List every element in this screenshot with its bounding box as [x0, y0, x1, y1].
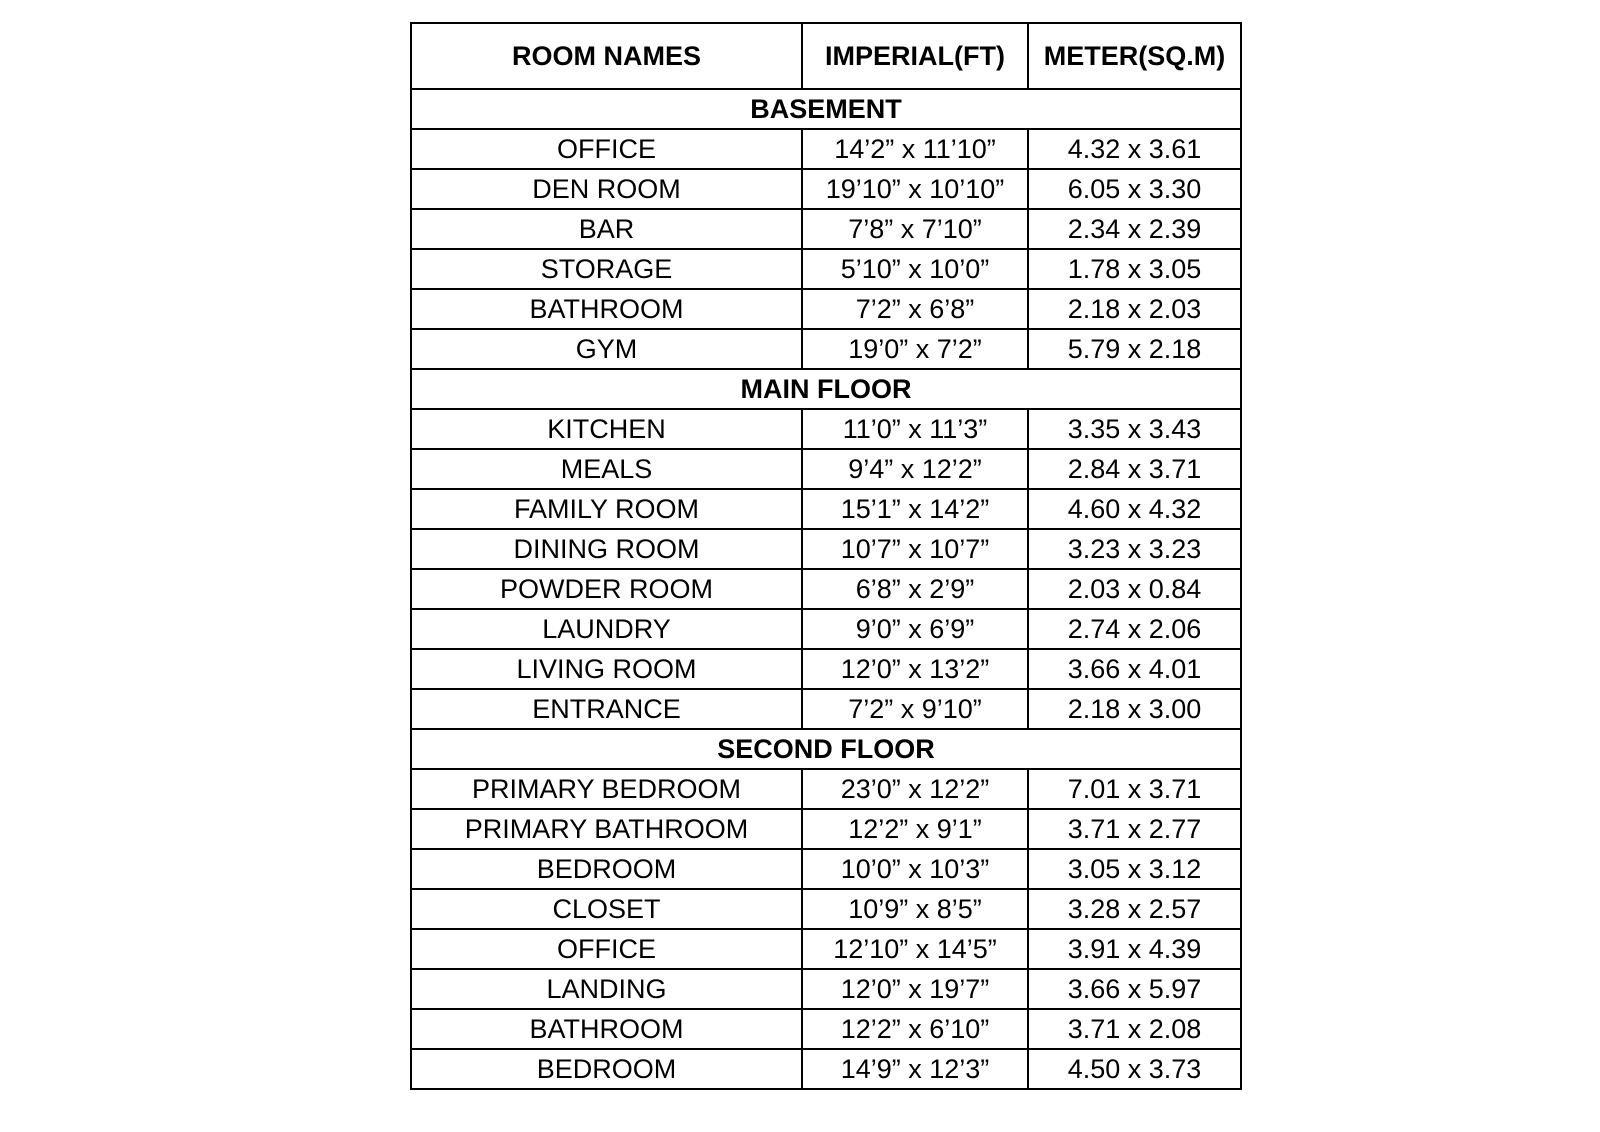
- metric-dimension-cell: 2.74 x 2.06: [1028, 609, 1241, 649]
- metric-dimension-cell: 2.18 x 2.03: [1028, 289, 1241, 329]
- header-meter: METER(SQ.M): [1028, 23, 1241, 89]
- table-row: [411, 889, 1241, 929]
- imperial-dimension-cell: 12’0” x 19’7”: [802, 969, 1028, 1009]
- section-row: [411, 89, 1241, 129]
- metric-dimension-cell: 3.66 x 4.01: [1028, 649, 1241, 689]
- table-row: [411, 1049, 1241, 1089]
- metric-dimension-cell: 5.79 x 2.18: [1028, 329, 1241, 369]
- metric-dimension-cell: 3.71 x 2.08: [1028, 1009, 1241, 1049]
- section-title: MAIN FLOOR: [411, 369, 1241, 409]
- metric-dimension-cell: 6.05 x 3.30: [1028, 169, 1241, 209]
- table-row: [411, 809, 1241, 849]
- imperial-dimension-cell: 14’9” x 12’3”: [802, 1049, 1028, 1089]
- room-name-cell: BAR: [411, 209, 802, 249]
- imperial-dimension-cell: 10’9” x 8’5”: [802, 889, 1028, 929]
- metric-dimension-cell: 3.66 x 5.97: [1028, 969, 1241, 1009]
- room-name-cell: MEALS: [411, 449, 802, 489]
- room-name-cell: DINING ROOM: [411, 529, 802, 569]
- room-name-cell: STORAGE: [411, 249, 802, 289]
- table-row: [411, 649, 1241, 689]
- room-name-cell: GYM: [411, 329, 802, 369]
- metric-dimension-cell: 4.60 x 4.32: [1028, 489, 1241, 529]
- room-name-cell: LIVING ROOM: [411, 649, 802, 689]
- imperial-dimension-cell: 5’10” x 10’0”: [802, 249, 1028, 289]
- imperial-dimension-cell: 7’2” x 6’8”: [802, 289, 1028, 329]
- table-row: [411, 569, 1241, 609]
- table-header: [411, 23, 1241, 89]
- room-name-cell: LAUNDRY: [411, 609, 802, 649]
- section-row: [411, 729, 1241, 769]
- header-imperial: IMPERIAL(FT): [802, 23, 1028, 89]
- imperial-dimension-cell: 19’0” x 7’2”: [802, 329, 1028, 369]
- room-name-cell: OFFICE: [411, 129, 802, 169]
- room-name-cell: DEN ROOM: [411, 169, 802, 209]
- table-row: [411, 249, 1241, 289]
- imperial-dimension-cell: 19’10” x 10’10”: [802, 169, 1028, 209]
- room-name-cell: POWDER ROOM: [411, 569, 802, 609]
- section-row: [411, 369, 1241, 409]
- section-title: BASEMENT: [411, 89, 1241, 129]
- room-name-cell: PRIMARY BATHROOM: [411, 809, 802, 849]
- room-name-cell: ENTRANCE: [411, 689, 802, 729]
- room-name-cell: FAMILY ROOM: [411, 489, 802, 529]
- metric-dimension-cell: 7.01 x 3.71: [1028, 769, 1241, 809]
- section-title: SECOND FLOOR: [411, 729, 1241, 769]
- imperial-dimension-cell: 6’8” x 2’9”: [802, 569, 1028, 609]
- metric-dimension-cell: 1.78 x 3.05: [1028, 249, 1241, 289]
- table-row: [411, 489, 1241, 529]
- imperial-dimension-cell: 12’2” x 9’1”: [802, 809, 1028, 849]
- table-row: [411, 129, 1241, 169]
- metric-dimension-cell: 2.34 x 2.39: [1028, 209, 1241, 249]
- imperial-dimension-cell: 7’2” x 9’10”: [802, 689, 1028, 729]
- imperial-dimension-cell: 23’0” x 12’2”: [802, 769, 1028, 809]
- table-row: [411, 289, 1241, 329]
- table-row: [411, 449, 1241, 489]
- table-row: [411, 969, 1241, 1009]
- table-row: [411, 409, 1241, 449]
- table-body: [411, 89, 1241, 1089]
- imperial-dimension-cell: 14’2” x 11’10”: [802, 129, 1028, 169]
- room-name-cell: CLOSET: [411, 889, 802, 929]
- metric-dimension-cell: 4.50 x 3.73: [1028, 1049, 1241, 1089]
- metric-dimension-cell: 3.28 x 2.57: [1028, 889, 1241, 929]
- imperial-dimension-cell: 7’8” x 7’10”: [802, 209, 1028, 249]
- imperial-dimension-cell: 12’0” x 13’2”: [802, 649, 1028, 689]
- metric-dimension-cell: 3.23 x 3.23: [1028, 529, 1241, 569]
- imperial-dimension-cell: 9’0” x 6’9”: [802, 609, 1028, 649]
- table-row: [411, 169, 1241, 209]
- room-dimensions-table: [410, 22, 1242, 1090]
- table-row: [411, 329, 1241, 369]
- room-name-cell: KITCHEN: [411, 409, 802, 449]
- metric-dimension-cell: 3.35 x 3.43: [1028, 409, 1241, 449]
- imperial-dimension-cell: 15’1” x 14’2”: [802, 489, 1028, 529]
- room-name-cell: LANDING: [411, 969, 802, 1009]
- room-name-cell: BEDROOM: [411, 849, 802, 889]
- room-name-cell: PRIMARY BEDROOM: [411, 769, 802, 809]
- imperial-dimension-cell: 9’4” x 12’2”: [802, 449, 1028, 489]
- imperial-dimension-cell: 12’10” x 14’5”: [802, 929, 1028, 969]
- imperial-dimension-cell: 12’2” x 6’10”: [802, 1009, 1028, 1049]
- metric-dimension-cell: 2.03 x 0.84: [1028, 569, 1241, 609]
- metric-dimension-cell: 3.71 x 2.77: [1028, 809, 1241, 849]
- imperial-dimension-cell: 10’0” x 10’3”: [802, 849, 1028, 889]
- room-name-cell: BATHROOM: [411, 289, 802, 329]
- table-row: [411, 1009, 1241, 1049]
- metric-dimension-cell: 3.91 x 4.39: [1028, 929, 1241, 969]
- metric-dimension-cell: 4.32 x 3.61: [1028, 129, 1241, 169]
- table-row: [411, 609, 1241, 649]
- metric-dimension-cell: 2.84 x 3.71: [1028, 449, 1241, 489]
- header-row: [411, 23, 1241, 89]
- table-row: [411, 689, 1241, 729]
- room-name-cell: OFFICE: [411, 929, 802, 969]
- imperial-dimension-cell: 11’0” x 11’3”: [802, 409, 1028, 449]
- metric-dimension-cell: 3.05 x 3.12: [1028, 849, 1241, 889]
- room-name-cell: BEDROOM: [411, 1049, 802, 1089]
- metric-dimension-cell: 2.18 x 3.00: [1028, 689, 1241, 729]
- imperial-dimension-cell: 10’7” x 10’7”: [802, 529, 1028, 569]
- room-name-cell: BATHROOM: [411, 1009, 802, 1049]
- header-room-names: ROOM NAMES: [411, 23, 802, 89]
- table-row: [411, 209, 1241, 249]
- table-row: [411, 529, 1241, 569]
- table-row: [411, 849, 1241, 889]
- table-row: [411, 769, 1241, 809]
- table-row: [411, 929, 1241, 969]
